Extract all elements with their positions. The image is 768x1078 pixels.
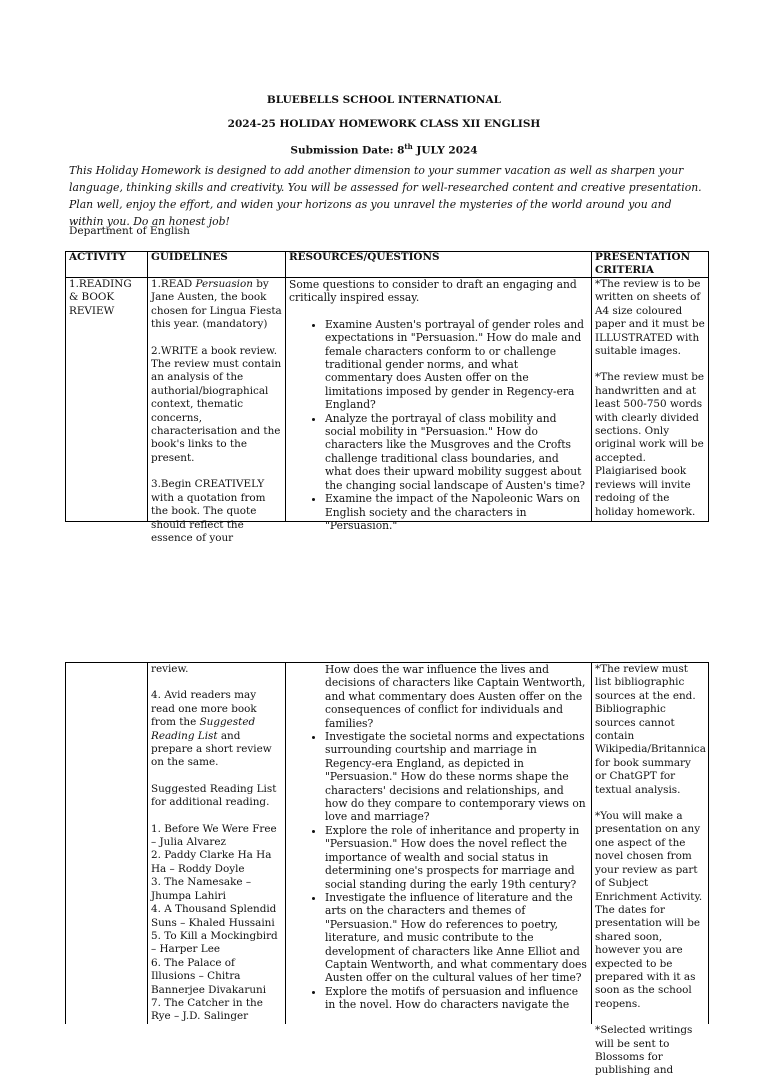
guideline-write: 2.WRITE a book review. The review must contain an analysis of the authorial/biographical context, thematic concerns, characterisation and the book's links to the present. [151,344,282,464]
book-item: 5. To Kill a Mockingbird – Harper Lee [151,929,278,956]
col-header-guidelines: GUIDELINES [151,251,228,263]
guidelines-cell [148,278,285,544]
col-header-criteria: PRESENTATION CRITERIA [595,251,691,277]
question-continued: How does the war influence the lives and decisions of characters like Captain Wentworth, and what commentary does Austen offer on the consequences of conflict for individuals and families? [325,663,586,730]
col-header-resources: RESOURCES/QUESTIONS [289,251,440,263]
criteria-cell [592,278,708,521]
submission-date [0,142,768,157]
book-item: 6. The Palace of Illusions – Chitra Bannerjee Divakaruni [151,956,267,996]
guideline-read-post: by Jane Austen, the book chosen for Lingua Fiesta this year. (mandatory) [151,278,282,331]
criteria-item: *The review must list bibliographic sources at the end. Bibliographic sources cannot contain Wikipedia/Britannica for book summary or ChatGPT for textual analysis. [595,663,706,796]
resources-intro: Some questions to consider to draft an engaging and critically inspired essay. [289,278,577,305]
question-item: • Investigate the influence of literature and the arts on the characters and themes of "Persuasion." How do references to poetry, literature, and music contribute to the development of characters like Anne Elliot and Captain Wentworth, and what commentary does Austen offer on the cultural values of her time? [325,891,588,985]
suggested-reading-title: Suggested Reading List for additional reading. [151,782,277,809]
guideline-begin-continued: review. [151,663,189,675]
resources-cell-continued [286,663,591,1024]
guideline-begin: 3.Begin CREATIVELY with a quotation from the book. The quote should reflect the essence of your [151,478,266,544]
book-item: 1. Before We Were Free – Julia Alvarez [151,822,277,849]
school-name: BLUEBELLS SCHOOL INTERNATIONAL [266,94,502,106]
submission-label: Submission Date: 8 [290,144,405,157]
book-item: 4. A Thousand Splendid Suns – Khaled Hussaini [151,903,277,929]
book-title: Persuasion [195,278,253,290]
question-item: • Analyze the portrayal of class mobility and social mobility in "Persuasion." How do characters like the Musgroves and the Crofts challenge traditional class boundaries, and what does their upward mobility suggest about the changing social landscape of Austen's time? [325,412,588,492]
questions-list-page1 [289,318,588,533]
submission-rest: JULY 2024 [412,144,478,157]
guideline-avid-pre: 4. Avid readers may read one more book from the [151,689,257,729]
criteria-item: *The review is to be written on sheets of A4 size coloured paper and it must be ILLUSTRATED with suitable images. [595,278,705,358]
question-item: • Explore the role of inheritance and property in "Persuasion." How does the novel reflect the importance of wealth and social status in determining one's prospects for marriage and social standing during the early 19th century? [325,824,588,891]
question-item: • Investigate the societal norms and expectations surrounding courtship and marriage in Regency-era England, as depicted in "Persuasion." How do these norms shape the characters' decisions and relationships, and how do they compare to contemporary views on love and marriage? [325,730,588,824]
book-item: 7. The Catcher in the Rye – J.D. Salinger [151,996,263,1023]
criteria-item: *You will make a presentation on any one aspect of the novel chosen from your review as part of Subject Enrichment Activity. The dates for presentation will be shared soon, however you are expected to be prepared with it as soon as the school reopens. [595,810,703,1010]
book-item: 2. Paddy Clarke Ha Ha Ha – Roddy Doyle [151,849,272,875]
guideline-read [151,278,282,332]
book-item: 3. The Namesake – Jhumpa Lahiri [151,876,252,902]
resources-cell [286,278,591,532]
suggested-list-ref: Suggested Reading List [151,716,256,742]
col-header-activity: ACTIVITY [69,251,126,263]
submission-sup: th [404,142,413,151]
guideline-avid-post: and prepare a short review on the same. [151,729,272,769]
question-item: • Examine Austen's portrayal of gender roles and expectations in "Persuasion." How do male and female characters conform to or challenge traditional gender norms, and what commentary does Austen offer on the limitations imposed by gender in Regency-era England? [325,318,588,412]
guideline-avid-readers [151,689,282,769]
criteria-cell-continued [592,663,708,1077]
question-item: • Examine the impact of the Napoleonic Wars on English society and the characters in "Persuasion." [325,492,588,532]
question-item: • Explore the motifs of persuasion and influence in the novel. How do characters navigate the [325,985,588,1012]
criteria-item: *The review must be handwritten and at least 500-750 words with clearly divided sections. Only original work will be accepted. Plaigiarised book reviews will invite redoing of the holiday homework. [595,371,705,518]
department-label: Department of English [69,225,190,237]
guideline-read-pre: 1.READ [151,278,196,290]
criteria-item: *Selected writings will be sent to Blossoms for publishing and [595,1024,693,1077]
homework-title: 2024-25 HOLIDAY HOMEWORK CLASS XII ENGLISH [227,118,541,130]
intro-paragraph: This Holiday Homework is designed to add another dimension to your summer vacation as well as sharpen your language, thinking skills and creativity. You will be assessed for well-researched content and creative presentation. Plan well, enjoy the effort, and widen your horizons as you unravel the mysteries of the world around you and within you. Do an honest job! [69,164,702,228]
activity-cell: 1.READING & BOOK REVIEW [69,278,132,317]
guidelines-cell-continued [148,663,285,1024]
questions-list-page2 [289,730,588,1012]
